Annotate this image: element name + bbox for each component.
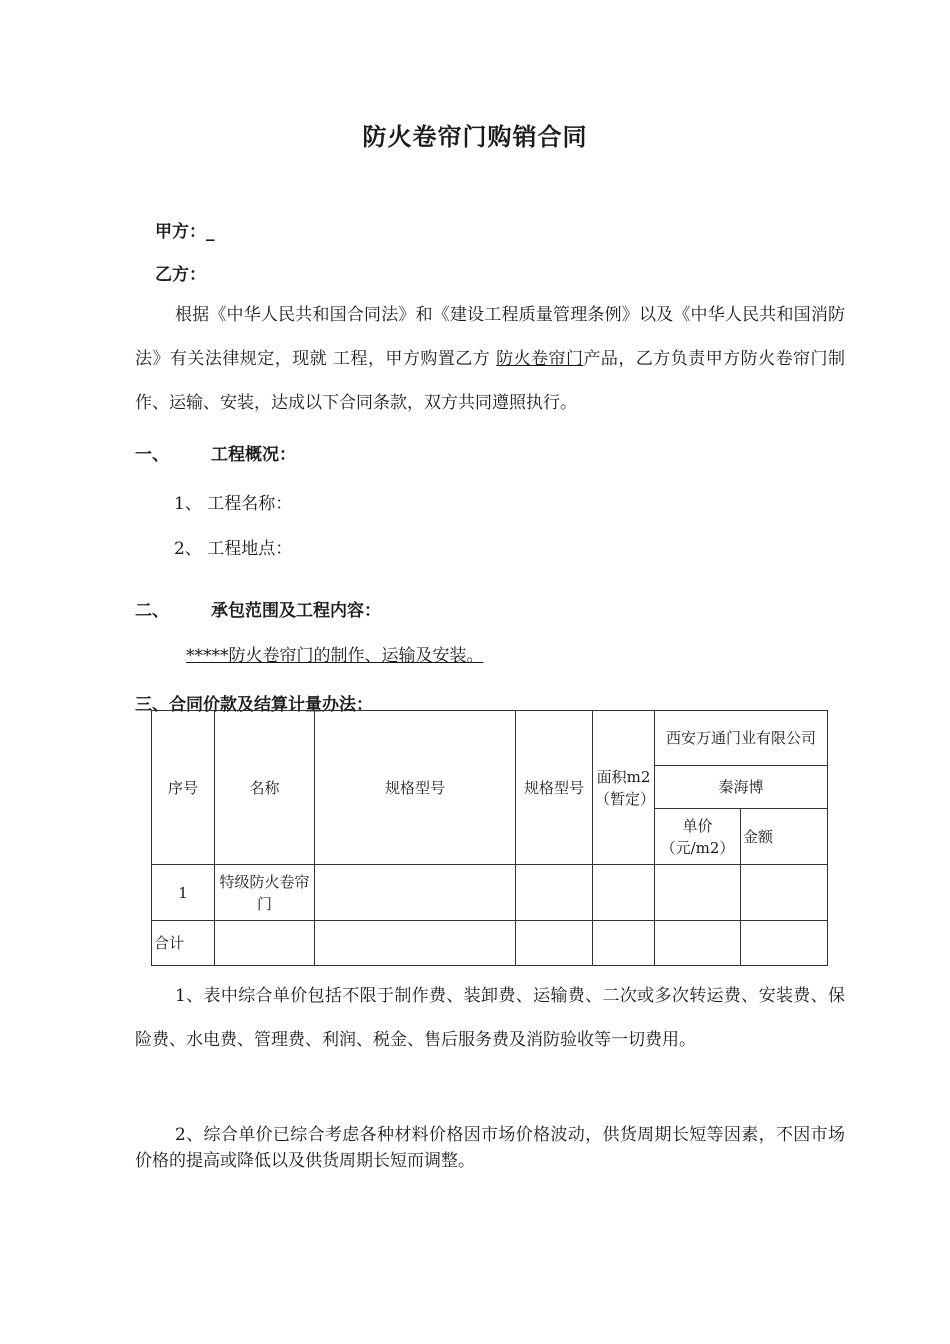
- note-1: 1、表中综合单价包括不限于制作费、装卸费、运输费、二次或多次转运费、安装费、保险费、水电费、管理费、利润、税金、售后服务费及消防验收等一切费用。: [135, 986, 845, 1050]
- row-1-spec: [315, 865, 516, 921]
- row-1-amount: [741, 865, 828, 921]
- party-a-label: 甲方：_: [155, 222, 215, 242]
- section-3-title: 三、合同价款及结算计量办法：: [135, 695, 373, 715]
- total-spec-2: [516, 921, 593, 966]
- header-company: 西安万通门业有限公司: [655, 711, 828, 766]
- total-area: [593, 921, 655, 966]
- header-name: 名称: [215, 711, 315, 865]
- price-table: [151, 710, 828, 966]
- party-b-label: 乙方：: [155, 265, 206, 285]
- section-1-title: 工程概况：: [211, 445, 296, 465]
- section-2-number: 二、: [135, 601, 169, 621]
- header-unit-price: 单价（元/m2）: [655, 809, 741, 865]
- header-spec: 规格型号: [315, 711, 516, 865]
- scope-content: *****防火卷帘门的制作、运输及安装。: [186, 646, 484, 666]
- row-1-name: 特级防火卷帘门: [215, 865, 315, 921]
- table-total-row: [152, 921, 828, 966]
- document-title: 防火卷帘门购销合同: [362, 123, 588, 151]
- intro-paragraph: [135, 293, 845, 425]
- header-amount: 金额: [741, 809, 828, 865]
- section-2-title: 承包范围及工程内容：: [211, 601, 381, 621]
- project-location-label: 2、 工程地点：: [174, 539, 293, 559]
- section-1-number: 一、: [135, 445, 169, 465]
- total-spec: [315, 921, 516, 966]
- intro-product: 防火卷帘门: [496, 349, 584, 369]
- total-unit-price: [655, 921, 741, 966]
- header-seq: 序号: [152, 711, 215, 865]
- row-1-area: [593, 865, 655, 921]
- row-1-seq: 1: [152, 865, 215, 921]
- project-name-label: 1、 工程名称：: [174, 494, 293, 514]
- note-2: 2、综合单价已综合考虑各种材料价格因市场价格波动，供货周期长短等因素，不因市场价格的提高或降低以及供货周期长短而调整。: [135, 1125, 845, 1171]
- total-name: [215, 921, 315, 966]
- table-row: [152, 865, 828, 921]
- total-amount: [741, 921, 828, 966]
- header-spec-2: 规格型号: [516, 711, 593, 865]
- total-label: 合计: [152, 921, 215, 966]
- intro-text-1: 根据《中华人民共和国合同法》和《建设工程质量管理条例》以及《中华人民共和国消防法》有关法律规定，现就 工程，甲方购置乙方: [135, 305, 845, 369]
- row-1-unit-price: [655, 865, 741, 921]
- header-area: 面积m2（暂定）: [593, 711, 655, 865]
- header-person: 秦海博: [655, 766, 828, 809]
- row-1-spec-2: [516, 865, 593, 921]
- intro-text-2: 产品，乙方负责甲方防火卷帘门制作、运输、安装，达成以下合同条款，双方共同遵照执行。: [135, 349, 846, 413]
